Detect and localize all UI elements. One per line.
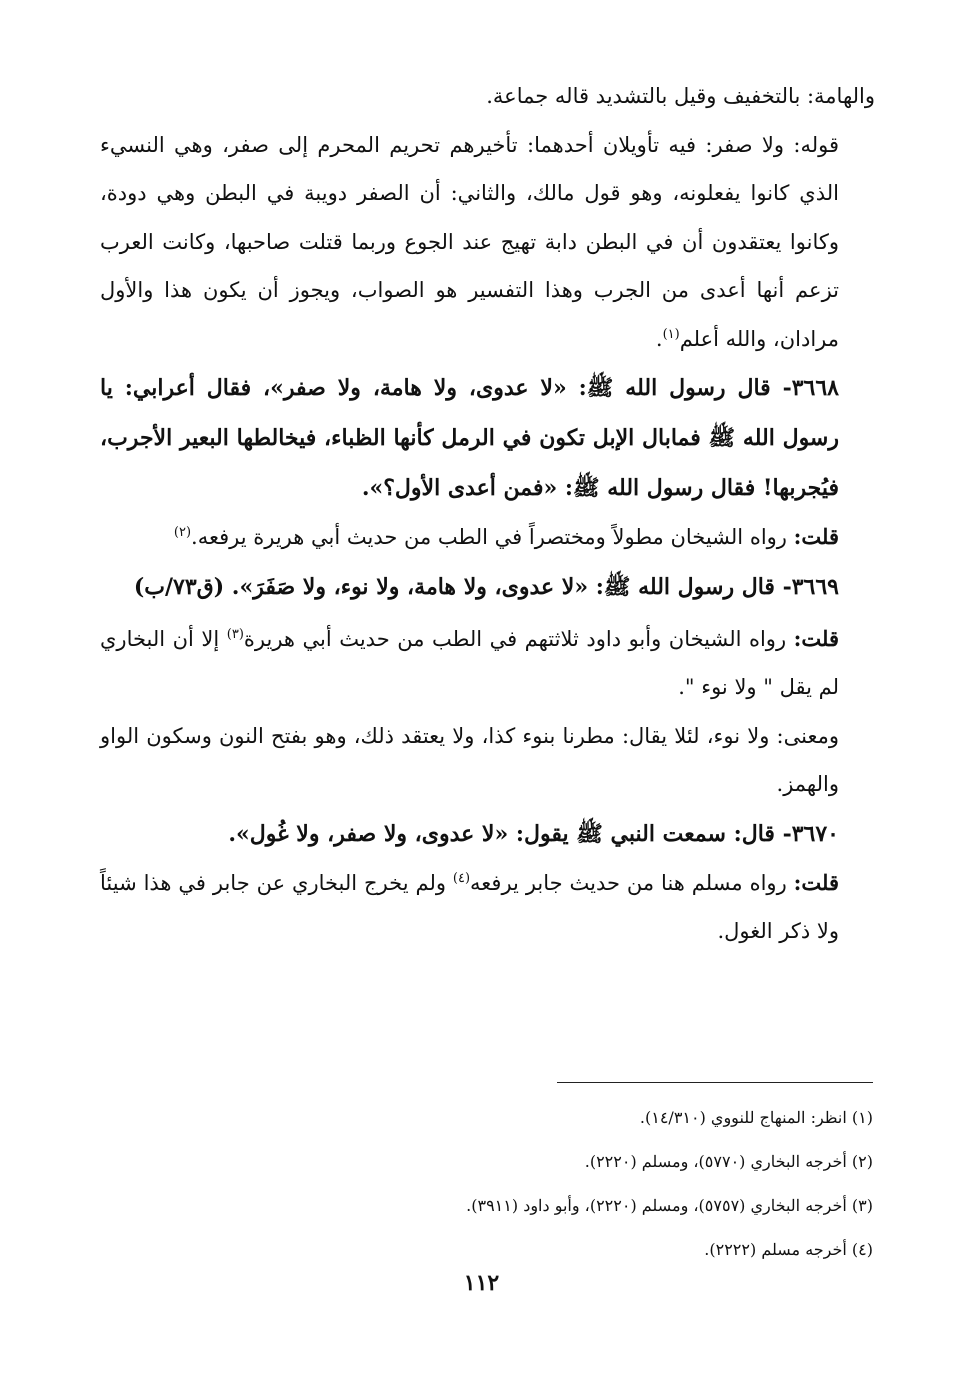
commentary-text: رواه مسلم هنا من حديث جابر يرفعه	[470, 870, 794, 895]
commentary-text-continued: ولم يخرج البخاري عن جابر في هذا شيئاً ولا ذكر الغول.	[100, 870, 839, 943]
paragraph-naw-meaning	[100, 712, 875, 809]
commentary-3669	[100, 615, 875, 712]
footnote-2: (٢) أخرجه البخاري (٥٧٧٠)، ومسلم (٢٢٢٠).	[584, 1152, 873, 1171]
commentary-text-continued: إلا أن البخاري لم يقل " ولا نوء ".	[100, 626, 839, 699]
commentary-3670	[100, 859, 875, 956]
commentary-label: قلت:	[793, 625, 839, 651]
footnote-ref-1[interactable]: (١)	[662, 326, 680, 342]
commentary-label: قلت:	[793, 524, 839, 549]
commentary-text: رواه الشيخان وأبو داود ثلاثتهم في الطب من حديث أبي هريرة	[243, 626, 794, 651]
hadith-text: ٣٦٧٠- قال: سمعت النبي ﷺ يقول: «لا عدوى، ولا صفر، ولا غُول».	[228, 820, 839, 847]
hadith-3669	[100, 562, 875, 612]
hadith-text: ٣٦٦٩- قال رسول الله ﷺ: «لا عدوى، ولا هامة، ولا نوء، ولا صَفَرَ». (ق٧٣/ب)	[133, 573, 839, 600]
footnote-4: (٤) أخرجه مسلم (٢٢٢٢).	[704, 1240, 873, 1259]
paragraph-hama	[100, 72, 875, 121]
footnote-divider	[557, 1082, 873, 1083]
footnote-ref-3[interactable]: (٣)	[226, 626, 244, 642]
footnote-ref-2[interactable]: (٢)	[173, 525, 192, 540]
page-number: ١١٢	[463, 1270, 500, 1296]
paragraph-end: .	[655, 326, 663, 351]
page-body	[100, 72, 875, 956]
footnote-ref-4[interactable]: (٤)	[452, 870, 471, 886]
paragraph-text: ومعنى: ولا نوء، لئلا يقال: مطرنا بنوء كذا، ولا يعتقد ذلك، وهو بفتح النون وسكون الواو والهمز.	[100, 723, 839, 796]
paragraph-safar-explanation	[100, 121, 875, 364]
hadith-3668	[100, 363, 875, 513]
hadith-3670	[100, 809, 875, 859]
footnote-3: (٣) أخرجه البخاري (٥٧٥٧)، ومسلم (٢٢٢٠)، وأبو داود (٣٩١١).	[466, 1196, 873, 1215]
commentary-3668	[100, 513, 875, 562]
footnote-1: (١) انظر: المنهاج للنووي (١٤/٣١٠).	[639, 1108, 873, 1127]
hadith-text: ٣٦٦٨- قال رسول الله ﷺ: «لا عدوى، ولا هامة، ولا صفر»، فقال أعرابي: يا رسول الله ﷺ فمابال الإبل تكون في الرمل كأنها الظباء، فيخالطها البعير الأجرب، فيُجربها! فقال رسول الله ﷺ: «فمن أعدى الأول؟».	[100, 375, 839, 501]
commentary-text: رواه الشيخان مطولاً ومختصراً في الطب من حديث أبي هريرة يرفعه.	[191, 525, 794, 549]
commentary-label: قلت:	[793, 869, 839, 895]
paragraph-text: والهامة: بالتخفيف وقيل بالتشديد قاله جماعة.	[486, 84, 875, 108]
footnotes	[93, 1096, 873, 1272]
paragraph-text: قوله: ولا صفر: فيه تأويلان أحدهما: تأخيرهم تحريم المحرم إلى صفر، وهي النسيء الذي كانوا يفعلونه، وهو قول مالك، والثاني: أن الصفر دويبة في البطن وهي دودة، وكانوا يعتقدون أن في البطن دابة تهيج عند الجوع وربما قتلت صاحبها، وكانت العرب تزعم أنها أعدى من الجرب وهذا التفسير هو الصواب، ويجوز أن يكون هذا والأول مرادان، والله أعلم	[100, 132, 839, 351]
